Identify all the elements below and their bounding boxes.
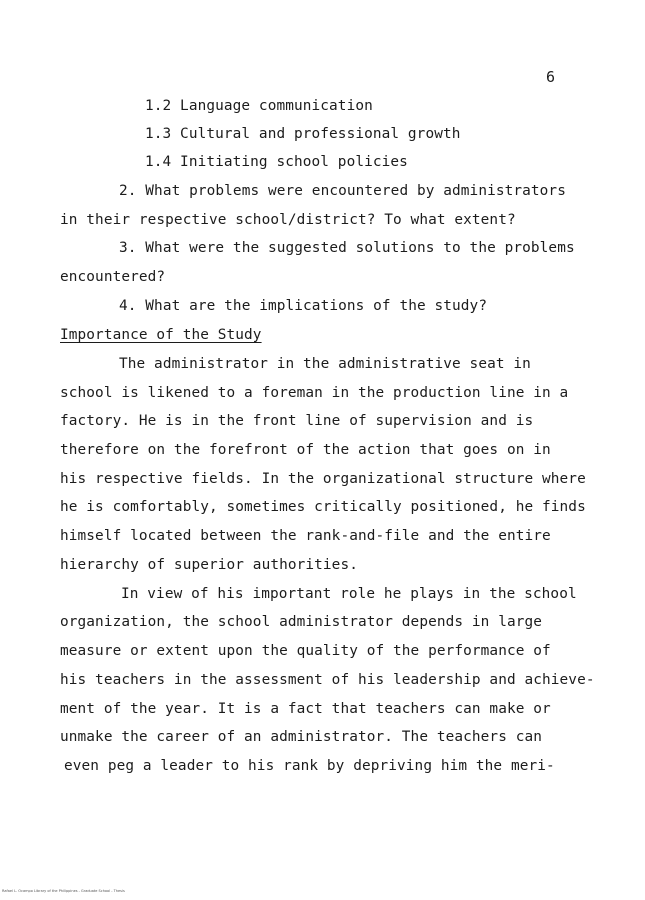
paragraph-1-line: factory. He is in the front line of supervision and is [60,413,534,429]
paragraph-2-line: organization, the school administrator depends in large [60,614,543,630]
paragraph-2-line: ment of the year. It is a fact that teachers can make or [60,701,551,717]
paragraph-2-line: In view of his important role he plays in the school [121,586,577,602]
page-number: 6 [546,68,556,86]
footer-source-text: Rafael L. Ocampo Library of the Philippines - Graduate School - Thesis [2,889,125,893]
section-heading: Importance of the Study [60,327,262,343]
question-3-line-1: 3. What were the suggested solutions to the problems [119,240,575,256]
paragraph-1-line: therefore on the forefront of the action that goes on in [60,442,551,458]
question-4: 4. What are the implications of the study? [119,298,488,314]
question-2-line-2: in their respective school/district? To what extent? [60,212,516,228]
paragraph-1-line: school is likened to a foreman in the production line in a [60,385,569,401]
question-2-line-1: 2. What problems were encountered by administrators [119,183,566,199]
list-item-1-2: 1.2 Language communication [145,98,373,114]
question-3-line-2: encountered? [60,269,166,285]
paragraph-2-line: his teachers in the assessment of his leadership and achieve- [60,672,595,688]
paragraph-1-line: hierarchy of superior authorities. [60,557,358,573]
paragraph-1-line: himself located between the rank-and-file and the entire [60,528,551,544]
paragraph-2-line: even peg a leader to his rank by depriving him the meri- [64,758,555,774]
list-item-1-3: 1.3 Cultural and professional growth [145,126,461,142]
paragraph-2-line: measure or extent upon the quality of the performance of [60,643,551,659]
list-item-1-4: 1.4 Initiating school policies [145,154,408,170]
paragraph-2-line: unmake the career of an administrator. The teachers can [60,729,543,745]
paragraph-1-line: his respective fields. In the organizational structure where [60,471,586,487]
paragraph-1-line: he is comfortably, sometimes critically positioned, he finds [60,499,586,515]
paragraph-1-line: The administrator in the administrative seat in [119,356,531,372]
